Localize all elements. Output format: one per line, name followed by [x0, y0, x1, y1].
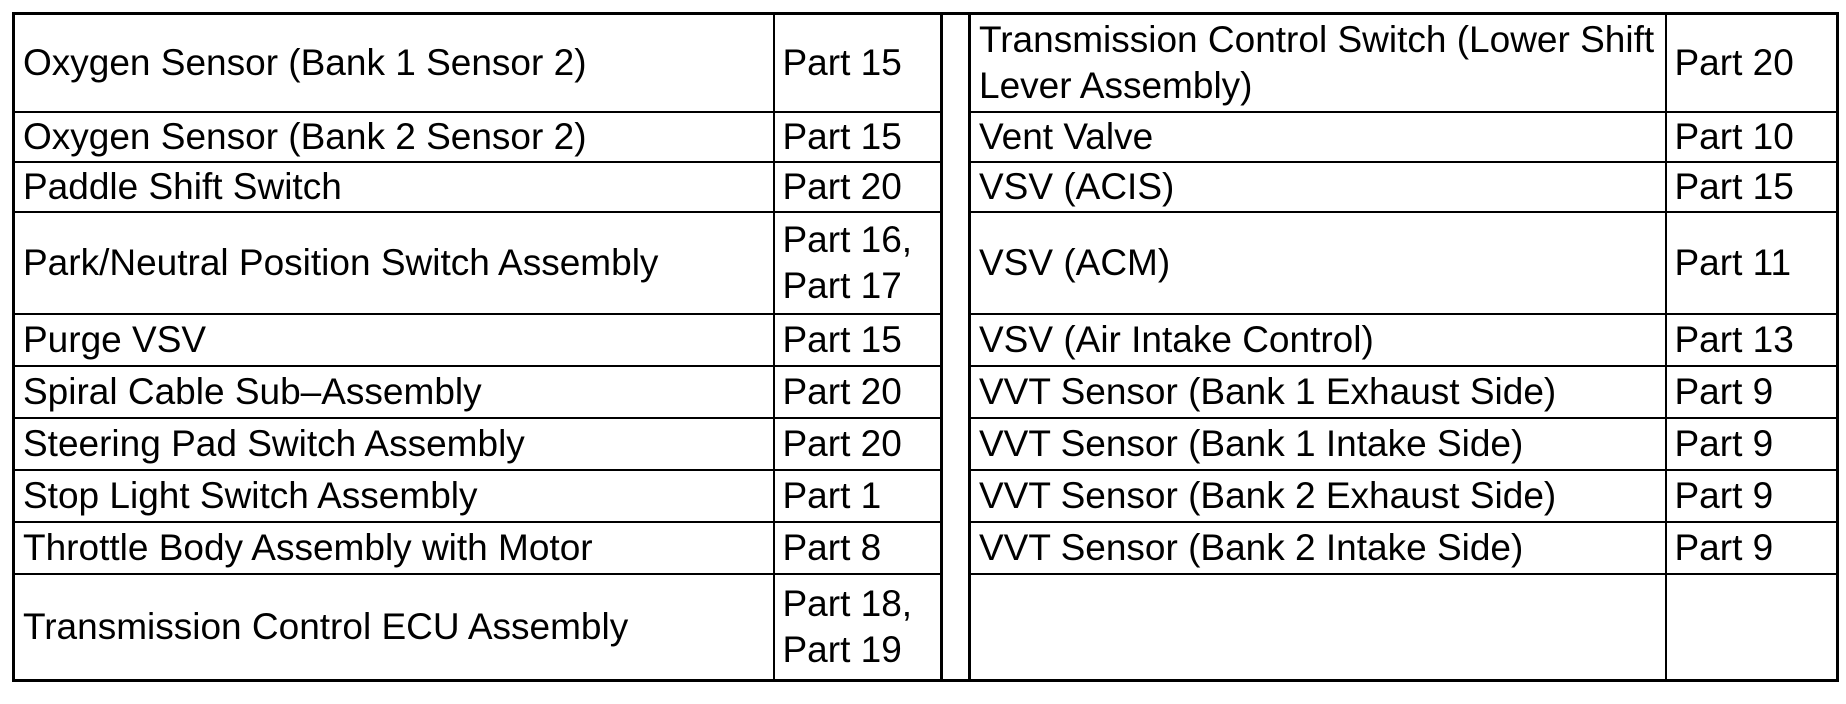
right-component-cell: VVT Sensor (Bank 1 Intake Side)	[970, 418, 1666, 470]
left-part-cell: Part 8	[774, 522, 942, 574]
table-row	[14, 574, 1838, 681]
right-part-cell: Part 9	[1666, 418, 1838, 470]
right-part-cell: Part 13	[1666, 314, 1838, 366]
right-component-cell: VSV (Air Intake Control)	[970, 314, 1666, 366]
right-part-cell: Part 10	[1666, 112, 1838, 162]
right-component-cell: Vent Valve	[970, 112, 1666, 162]
left-component-cell: Throttle Body Assembly with Motor	[14, 522, 774, 574]
left-component-cell: Stop Light Switch Assembly	[14, 470, 774, 522]
left-part-cell: Part 20	[774, 418, 942, 470]
left-component-cell: Oxygen Sensor (Bank 1 Sensor 2)	[14, 14, 774, 113]
table-row	[14, 212, 1838, 314]
table-row	[14, 522, 1838, 574]
right-part-cell: Part 9	[1666, 522, 1838, 574]
left-part-cell: Part 1	[774, 470, 942, 522]
left-part-cell: Part 20	[774, 162, 942, 212]
left-component-cell: Oxygen Sensor (Bank 2 Sensor 2)	[14, 112, 774, 162]
table-row	[14, 112, 1838, 162]
table-row	[14, 162, 1838, 212]
right-component-cell: VSV (ACM)	[970, 212, 1666, 314]
table-row	[14, 366, 1838, 418]
left-component-cell: Park/Neutral Position Switch Assembly	[14, 212, 774, 314]
left-part-cell: Part 15	[774, 14, 942, 113]
right-part-cell: Part 11	[1666, 212, 1838, 314]
right-part-cell: Part 9	[1666, 366, 1838, 418]
right-part-cell: Part 20	[1666, 14, 1838, 113]
right-component-cell: VVT Sensor (Bank 2 Exhaust Side)	[970, 470, 1666, 522]
right-part-cell: Part 15	[1666, 162, 1838, 212]
right-component-cell: VVT Sensor (Bank 2 Intake Side)	[970, 522, 1666, 574]
left-component-cell: Transmission Control ECU Assembly	[14, 574, 774, 681]
right-part-cell	[1666, 574, 1838, 681]
column-separator	[942, 14, 970, 681]
right-part-cell: Part 9	[1666, 470, 1838, 522]
table-row	[14, 314, 1838, 366]
table-row	[14, 418, 1838, 470]
right-component-cell	[970, 574, 1666, 681]
table-row	[14, 14, 1838, 113]
left-component-cell: Purge VSV	[14, 314, 774, 366]
left-component-cell: Steering Pad Switch Assembly	[14, 418, 774, 470]
right-component-cell: VSV (ACIS)	[970, 162, 1666, 212]
right-component-cell: Transmission Control Switch (Lower Shift Lever Assembly)	[970, 14, 1666, 113]
left-part-cell: Part 20	[774, 366, 942, 418]
left-component-cell: Spiral Cable Sub–Assembly	[14, 366, 774, 418]
left-part-cell: Part 15	[774, 314, 942, 366]
table-row	[14, 470, 1838, 522]
right-component-cell: VVT Sensor (Bank 1 Exhaust Side)	[970, 366, 1666, 418]
left-part-cell: Part 15	[774, 112, 942, 162]
left-component-cell: Paddle Shift Switch	[14, 162, 774, 212]
left-part-cell: Part 16, Part 17	[774, 212, 942, 314]
parts-location-table	[12, 12, 1839, 682]
left-part-cell: Part 18, Part 19	[774, 574, 942, 681]
